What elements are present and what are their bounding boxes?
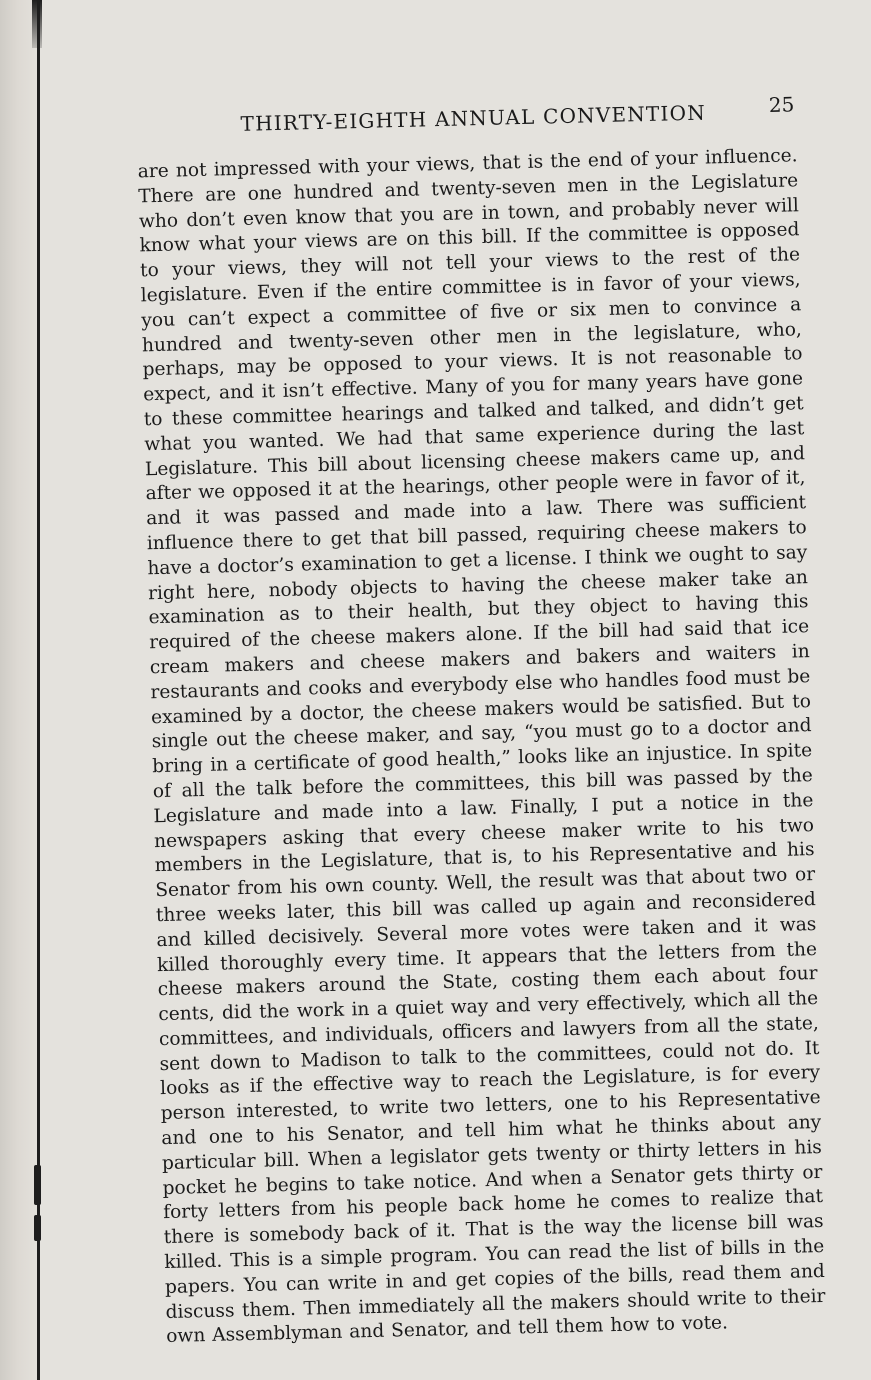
book-page: [136, 88, 854, 1354]
page-header: [136, 88, 825, 155]
body-paragraph: are not impressed with your views, that is the end of your influence. There are one hundred and twenty-seven men in the Legislature who don’t even know that you are in town, and probably never will know what your views are on this bill. If the committee is opposed to your views, they will not tell your views to the rest of the legislature. Even if the entire committee is in favor of your views, you can’t expect a committee of five or six men to convince a hundred and twenty-seven other men in the legislature, who, perhaps, may be opposed to your views. It is not reasonable to expect, and it isn’t effective. Many of you for many years have gone to these committee hearings and talked and talked, and didn’t get what you wanted. We had that same experience during the last Legislature. This bill about licensing cheese makers came up, and after we opposed it at the hearings, other people were in favor of it, and it was passed and made into a law. There was sufficient influence there to get that bill passed, requiring cheese makers to have a doctor’s examination to get a license. I think we ought to say right here, nobody objects to having the cheese maker take an examination as to their health, but they object to having this required of the cheese makers alone. If the bill had said that ice cream makers and cheese makers and bakers and waiters in restaurants and cooks and everybody else who handles food must be examined by a doctor, the cheese makers would be satisfied. But to single out the cheese maker, and say, “you must go to a doctor and bring in a certificate of good health,” looks like an injustice. In spite of all the talk before the committees, this bill was passed by the Legislature and made into a law. Finally, I put a notice in the newspapers asking that every cheese maker write to his two members in the Legislature, that is, to his Representative and his Senator from his own county. Well, the result was that about two or three weeks later, this bill was called up again and reconsidered and killed decisively. Several more votes were taken and it was killed thoroughly every time. It appears that the letters from the cheese makers around the State, costing them each about four cents, did the work in a quiet way and very effectively, which all the committees, and individuals, officers and lawyers from all the state, sent down to Madison to talk to the committees, could not do. It looks as if the effective way to reach the Legislature, is for every person interested, to write two letters, one to his Representative and one to his Senator, and tell him what he thinks about any particular bill. When a legislator gets twenty or thirty letters in his pocket he begins to take notice. And when a Senator gets thirty or forty letters from his people back home he comes to realize that there is somebody back of it. That is the way the license bill was killed. This is a simple program. You can read the list of bills in the papers. You can write in and get copies of the bills, read them and discuss them. Then immediately all the makers should write to their own Assemblyman and Senator, and tell them how to vote.: [137, 145, 826, 1348]
spine-mark: [34, 1215, 41, 1241]
spine-mark: [34, 1165, 41, 1205]
running-head: THIRTY-EIGHTH ANNUAL CONVENTION: [240, 100, 707, 136]
page-number: 25: [768, 92, 795, 117]
